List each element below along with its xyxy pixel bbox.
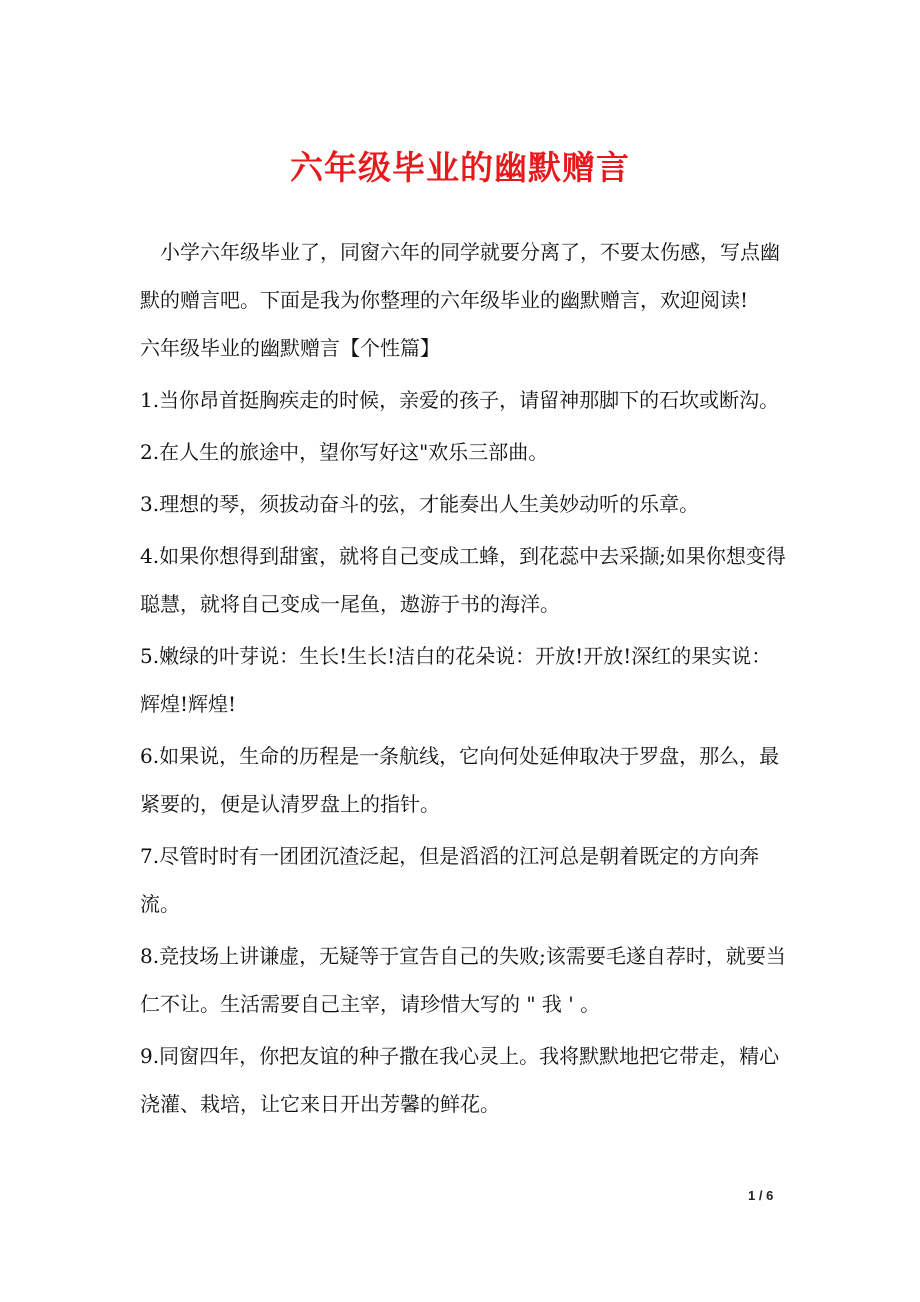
list-item-number: 6. <box>140 744 160 768</box>
list-item-text: 当你昂首挺胸疾走的时候，亲爱的孩子，请留神那脚下的石坎或断沟。 <box>159 388 780 412</box>
list-item-text: 在人生的旅途中，望你写好这"欢乐三部曲。 <box>159 440 549 464</box>
list-item <box>140 428 790 476</box>
list-item-number: 2. <box>140 440 160 464</box>
list-item-text: 如果你想得到甜蜜，就将自己变成工蜂，到花蕊中去采撷;如果你想变得聪慧，就将自己变成一尾鱼，遨游于书的海洋。 <box>140 544 786 616</box>
list-item-number: 9. <box>140 1044 160 1068</box>
list-item <box>140 376 790 424</box>
list-item-text: 尽管时时有一团团沉渣泛起，但是滔滔的江河总是朝着既定的方向奔流。 <box>140 844 760 916</box>
section-heading: 六年级毕业的幽默赠言【个性篇】 <box>140 336 440 360</box>
list-item <box>140 532 790 628</box>
list-item-number: 1. <box>140 388 160 412</box>
list-item-number: 3. <box>140 492 160 516</box>
list-item-number: 7. <box>140 844 160 868</box>
page-indicator: 1 / 6 <box>748 1188 774 1203</box>
list-item-text: 嫩绿的叶芽说：生长!生长!洁白的花朵说：开放!开放!深红的果实说：辉煌!辉煌! <box>140 644 772 716</box>
list-item-number: 5. <box>140 644 160 668</box>
list-item <box>140 480 790 528</box>
list-item-text: 同窗四年，你把友谊的种子撒在我心灵上。我将默默地把它带走，精心浇灌、栽培，让它来日开出芳馨的鲜花。 <box>140 1044 780 1116</box>
list-item <box>140 832 790 928</box>
list-item <box>140 932 790 1028</box>
document-body <box>140 228 790 1132</box>
intro-paragraph: 小学六年级毕业了，同窗六年的同学就要分离了，不要太伤感，写点幽默的赠言吧。下面是我为你整理的六年级毕业的幽默赠言，欢迎阅读! <box>140 240 780 312</box>
list-item-text: 理想的琴，须拔动奋斗的弦，才能奏出人生美妙动听的乐章。 <box>159 492 700 516</box>
list-item-number: 8. <box>140 944 160 968</box>
list-item <box>140 732 790 828</box>
list-item-text: 如果说，生命的历程是一条航线，它向何处延伸取决于罗盘，那么，最紧要的，便是认清罗盘上的指针。 <box>140 744 780 816</box>
list-item <box>140 632 790 728</box>
list-item-text: 竞技场上讲谦虚，无疑等于宣告自己的失败;该需要毛遂自荐时，就要当仁不让。生活需要自己主宰，请珍惜大写的 " 我 ' 。 <box>140 944 786 1016</box>
list-item-number: 4. <box>140 544 160 568</box>
document-title: 六年级毕业的幽默赠言 <box>290 148 630 187</box>
list-item <box>140 1032 790 1128</box>
